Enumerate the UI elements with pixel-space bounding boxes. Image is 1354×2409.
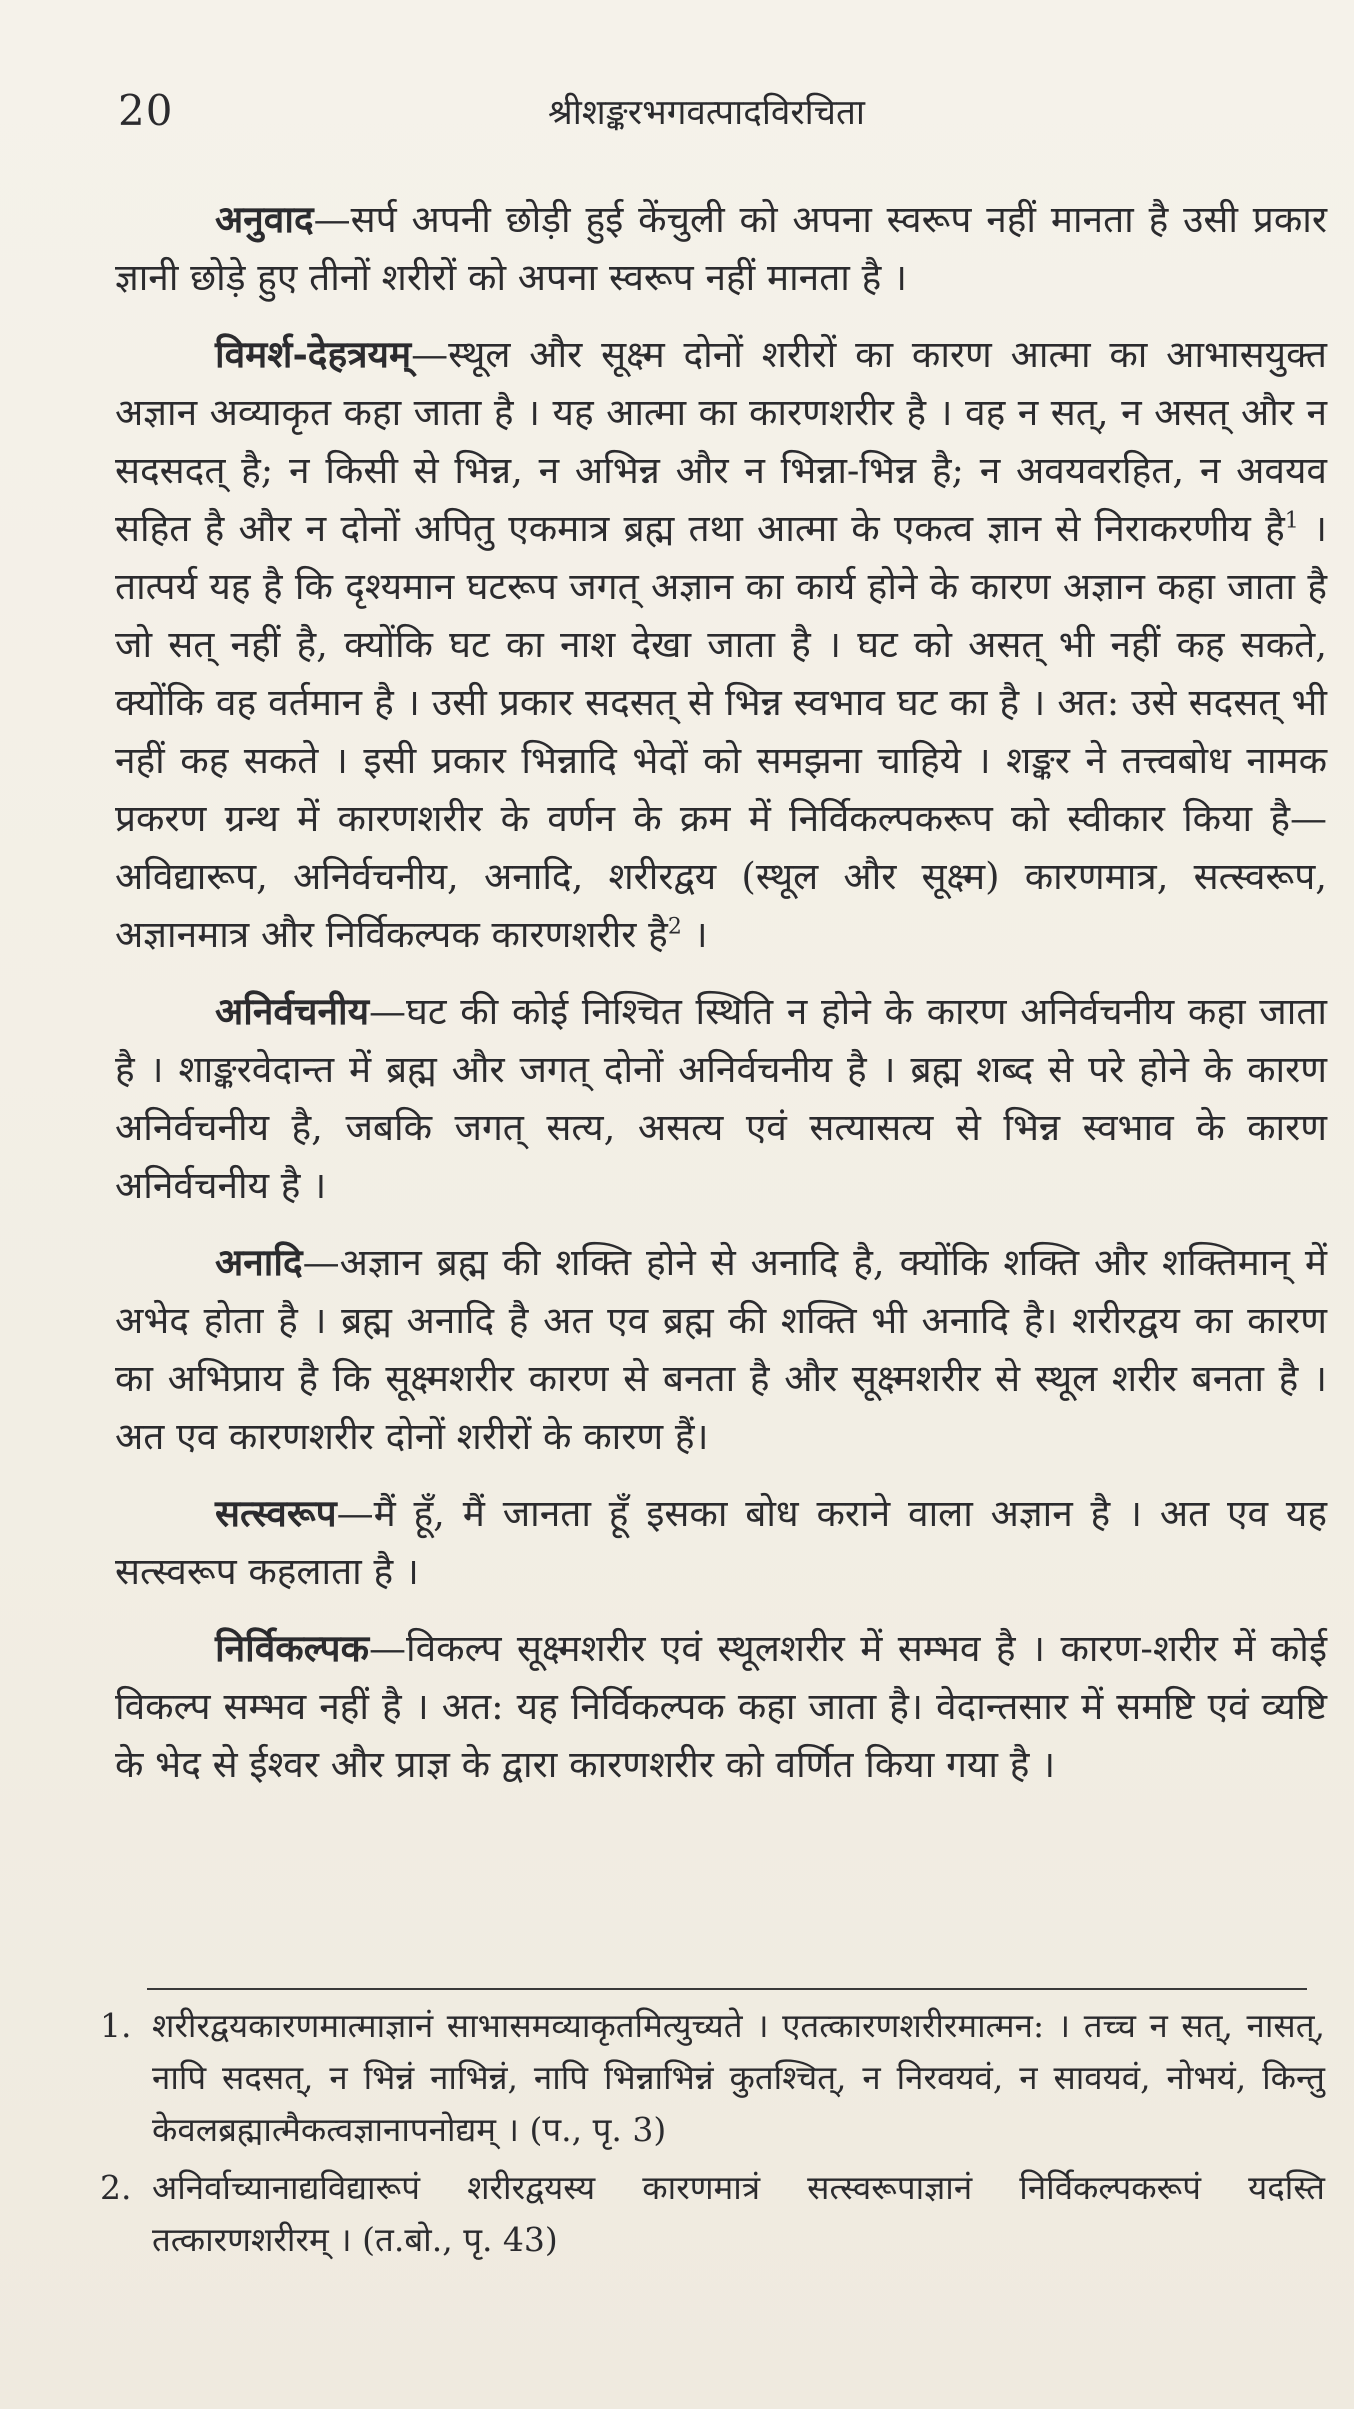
paragraph-text: —स्थूल और सूक्ष्म दोनों शरीरों का कारण आत्मा का आभासयुक्त अज्ञान अव्याकृत कहा जाता है । यह आत्मा का कारणशरीर है । वह न सत्, न असत् और न सदसदत् है; न किसी से भिन्न, न अभिन्न और न भिन्ना-भिन्न है; न अवयवरहित, न अवयव सहित है और न दोनों अपितु एकमात्र ब्रह्म तथा आत्मा के एकत्व ज्ञान से निराकरणीय है xyxy=(115,333,1327,550)
paragraph-text: —घट की कोई निश्चित स्थिति न होने के कारण अनिर्वचनीय कहा जाता है । शाङ्करवेदान्त में ब्रह्म और जगत् दोनों अनिर्वचनीय है । ब्रह्म शब्द से परे होने के कारण अनिर्वचनीय है, जबकि जगत् सत्य, असत्य एवं सत्यासत्य से भिन्न स्वभाव के कारण अनिर्वचनीय है । xyxy=(115,990,1327,1207)
paragraph-text: —अज्ञान ब्रह्म की शक्ति होने से अनादि है, क्योंकि शक्ति और शक्तिमान् में अभेद होता है । ब्रह्म अनादि है अत एव ब्रह्म की शक्ति भी अनादि है। शरीरद्वय का कारण का अभिप्राय है कि सूक्ष्मशरीर कारण से बनता है और सूक्ष्मशरीर से स्थूल शरीर बनता है । अत एव कारणशरीर दोनों शरीरों के कारण हैं। xyxy=(115,1241,1327,1458)
paragraph-text: —सर्प अपनी छोड़ी हुई केंचुली को अपना स्वरूप नहीं मानता है उसी प्रकार ज्ञानी छोड़े हुए तीनों शरीरों को अपना स्वरूप नहीं मानता है । xyxy=(115,198,1327,299)
term-heading: अनादि xyxy=(215,1240,303,1284)
running-head: श्रीशङ्करभगवत्पादविरचिता xyxy=(548,93,865,133)
footnote-ref-1: 1 xyxy=(1284,508,1299,534)
paragraph-anadi xyxy=(115,1233,1327,1466)
paragraph-anuvad xyxy=(115,190,1327,307)
term-heading: सत्स्वरूप xyxy=(215,1491,337,1535)
footnote-number: 1. xyxy=(100,2006,132,2045)
footnote-number: 2. xyxy=(100,2168,132,2207)
paragraph-vimarsh xyxy=(115,325,1327,964)
paragraph-text: —विकल्प सूक्ष्मशरीर एवं स्थूलशरीर में सम्भव है । कारण-शरीर में कोई विकल्प सम्भव नहीं है । अत: यह निर्विकल्पक कहा जाता है। वेदान्तसार में समष्टि एवं व्यष्टि के भेद से ईश्वर और प्राज्ञ के द्वारा कारणशरीर को वर्णित किया गया है । xyxy=(115,1627,1327,1786)
page-header xyxy=(118,86,1318,146)
term-heading: विमर्श-देहत्रयम् xyxy=(215,332,412,376)
body-text xyxy=(115,190,1327,1812)
footnote-text: शरीरद्वयकारणमात्माज्ञानं साभासमव्याकृतमित्युच्यते । एतत्कारणशरीरमात्मन: । तच्च न सत्, नासत्, नापि सदसत्, न भिन्नं नाभिन्नं, नापि भिन्नाभिन्नं कुतश्चित्, न निरवयवं, न सावयवं, नोभयं, किन्तु केवलब्रह्मात्मैकत्वज्ञानापनोद्यम् । (प., पृ. 3) xyxy=(152,2006,1325,2149)
term-heading: अनुवाद xyxy=(215,197,314,241)
paragraph-text: —मैं हूँ, मैं जानता हूँ इसका बोध कराने वाला अज्ञान है । अत एव यह सत्स्वरूप कहलाता है । xyxy=(115,1492,1327,1593)
footnote-item xyxy=(100,2000,1325,2156)
footnote-divider xyxy=(147,1988,1307,1990)
footnotes xyxy=(100,2000,1325,2272)
footnote-text: अनिर्वाच्यानाद्यविद्यारूपं शरीरद्वयस्य कारणमात्रं सत्स्वरूपाज्ञानं निर्विकल्पकरूपं यदस्ति तत्कारणशरीरम् । (त.बो., पृ. 43) xyxy=(152,2168,1325,2259)
paragraph-text-cont: । तात्पर्य यह है कि दृश्यमान घटरूप जगत् अज्ञान का कार्य होने के कारण अज्ञान कहा जाता है जो सत् नहीं है, क्योंकि घट का नाश देखा जाता है । घट को असत् भी नहीं कह सकते, क्योंकि वह वर्तमान है । उसी प्रकार सदसत् से भिन्न स्वभाव घट का है । अत: उसे सदसत् भी नहीं कह सकते । इसी प्रकार भिन्नादि भेदों को समझना चाहिये । शङ्कर ने तत्त्वबोध नामक प्रकरण ग्रन्थ में कारणशरीर के वर्णन के क्रम में निर्विकल्पकरूप को स्वीकार किया है—अविद्यारूप, अनिर्वचनीय, अनादि, शरीरद्वय (स्थूल और सूक्ष्म) कारणमात्र, सत्स्वरूप, अज्ञानमात्र और निर्विकल्पक कारणशरीर है xyxy=(115,507,1327,956)
paragraph-satsvarup xyxy=(115,1484,1327,1601)
paragraph-anirvachaniya xyxy=(115,982,1327,1215)
paragraph-nirvikalpak xyxy=(115,1619,1327,1794)
term-heading: निर्विकल्पक xyxy=(215,1626,369,1670)
page-number: 20 xyxy=(118,86,174,135)
footnote-item xyxy=(100,2162,1325,2266)
paragraph-text-end: । xyxy=(681,913,708,956)
footnote-ref-2: 2 xyxy=(667,914,682,940)
term-heading: अनिर्वचनीय xyxy=(215,989,370,1033)
